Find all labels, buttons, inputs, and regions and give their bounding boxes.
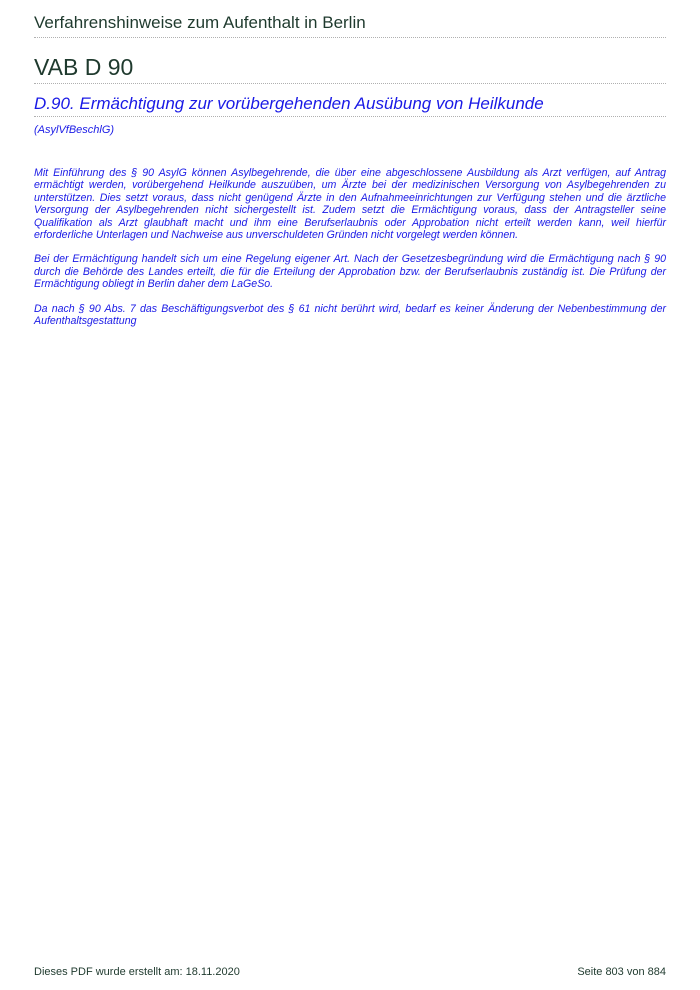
paragraph-2: Bei der Ermächtigung handelt sich um eine Regelung eigener Art. Nach der Gesetzesbegründung wird die Ermächtigung nach § 90 durch die Behörde des Landes erteilt, die für die Erteilung der Approbation bzw. der Berufserlaubnis zuständig ist. Die Prüfung der Ermächtigung obliegt in Berlin daher dem LaGeSo. xyxy=(34,253,666,291)
footer-created-date: Dieses PDF wurde erstellt am: 18.11.2020 xyxy=(34,966,240,978)
body-text xyxy=(34,167,666,339)
paragraph-3: Da nach § 90 Abs. 7 das Beschäftigungsverbot des § 61 nicht berührt wird, bedarf es keiner Änderung der Nebenbestimmung der Aufenthaltsgestattung xyxy=(34,302,666,328)
law-reference: (AsylVfBeschlG) xyxy=(34,124,115,136)
title-divider xyxy=(34,83,666,84)
footer-page-number: Seite 803 von 884 xyxy=(577,966,666,978)
document-page xyxy=(34,0,666,990)
section-heading: D.90. Ermächtigung zur vorübergehenden Ausübung von Heilkunde xyxy=(34,94,544,113)
header-title: Verfahrenshinweise zum Aufenthalt in Berlin xyxy=(34,13,366,32)
section-divider xyxy=(34,116,666,117)
paragraph-1: Mit Einführung des § 90 AsylG können Asylbegehrende, die über eine abgeschlossene Ausbildung als Arzt verfügen, auf Antrag ermächtigt werden, vorübergehend Heilkunde auszuüben, um Ärzte bei der medizinischen Versorgung von Asylbegehrenden zu unterstützen. Dies setzt voraus, dass nicht genügend Ärzte in den Aufnahmeeinrichtungen zur Verfügung stehen und die ärztliche Versorgung der Asylbegehrenden nicht sichergestellt ist. Zudem setzt die Ermächtigung voraus, dass der Antragsteller seine Qualifikation als Arzt glaubhaft macht und ihm eine Berufserlaubnis oder Approbation nicht erteilt werden kann, weil hierfür erforderliche Unterlagen und Nachweise aus unverschuldeten Gründen nicht vorgelegt werden können. xyxy=(34,167,666,242)
document-title: VAB D 90 xyxy=(34,54,134,80)
header-divider xyxy=(34,37,666,38)
